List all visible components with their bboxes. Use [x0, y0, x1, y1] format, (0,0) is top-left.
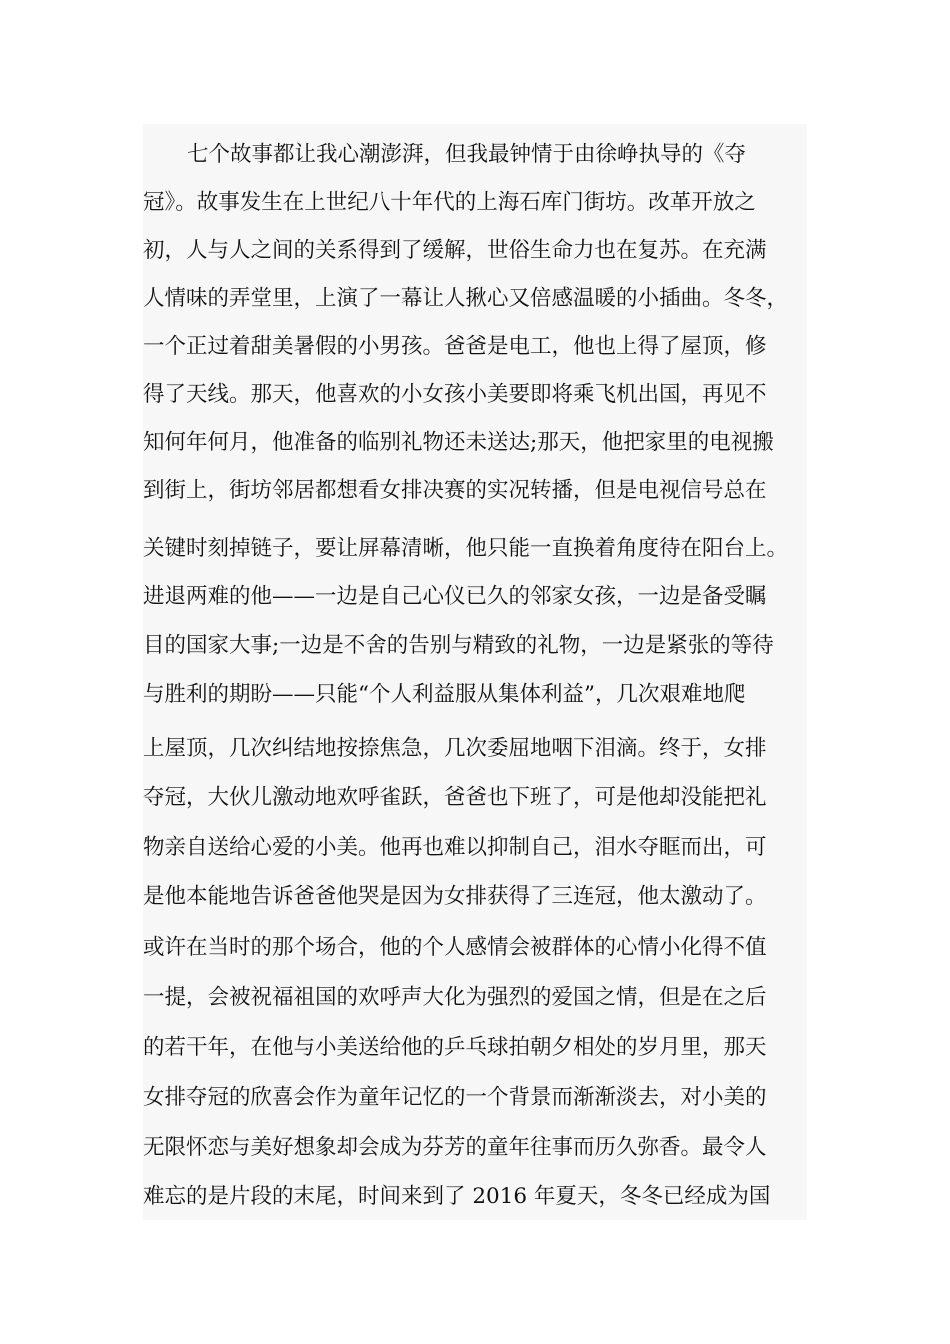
paragraph-line: 无限怀恋与美好想象却会成为芬芳的童年往事而历久弥香。最令人 [143, 1135, 767, 1160]
article-paragraph [143, 124, 807, 1220]
paragraph-line: 知何年何月，他准备的临别礼物还未送达;那天，他把家里的电视搬 [143, 430, 774, 455]
paragraph-line: 冠》。故事发生在上世纪八十年代的上海石库门街坊。改革开放之 [143, 190, 756, 215]
paragraph-line: 一提，会被祝福祖国的欢呼声大化为强烈的爱国之情，但是在之后 [143, 985, 767, 1010]
paragraph-line: 女排夺冠的欣喜会作为童年记忆的一个背景而渐渐淡去，对小美的 [143, 1085, 767, 1110]
paragraph-line: 得了天线。那天，他喜欢的小女孩小美要即将乘飞机出国，再见不 [143, 382, 767, 407]
paragraph-line: 难忘的是片段的末尾，时间来到了 2016 年夏天，冬冬已经成为国 [143, 1184, 771, 1209]
paragraph-line: 进退两难的他——一边是自己心仪已久的邻家女孩，一边是备受瞩 [143, 584, 767, 609]
paragraph-line: 上屋顶，几次纠结地按捺焦急，几次委屈地咽下泪滴。终于，女排 [143, 736, 767, 761]
paragraph-line: 或许在当时的那个场合，他的个人感情会被群体的心情小化得不值 [143, 935, 767, 960]
paragraph-line: 人情味的弄堂里，上演了一幕让人揪心又倍感温暖的小插曲。冬冬， [143, 286, 789, 311]
paragraph-line: 一个正过着甜美暑假的小男孩。爸爸是电工，他也上得了屋顶，修 [143, 334, 767, 359]
paragraph-line: 物亲自送给心爱的小美。他再也难以抑制自己，泪水夺眶而出，可 [143, 835, 767, 860]
paragraph-line: 七个故事都让我心潮澎湃，但我最钟情于由徐峥执导的《夺 [187, 142, 747, 167]
paragraph-line: 初，人与人之间的关系得到了缓解，世俗生命力也在复苏。在充满 [143, 238, 767, 263]
paragraph-line: 是他本能地告诉爸爸他哭是因为女排获得了三连冠，他太激动了。 [143, 884, 767, 909]
paragraph-line: 目的国家大事;一边是不舍的告别与精致的礼物，一边是紧张的等待 [143, 633, 774, 658]
paragraph-line: 的若干年，在他与小美送给他的乒乓球拍朝夕相处的岁月里，那天 [143, 1035, 767, 1060]
paragraph-line: 与胜利的期盼——只能“个人利益服从集体利益”，几次艰难地爬 [143, 682, 746, 707]
paragraph-line: 关键时刻掉链子，要让屏幕清晰，他只能一直换着角度待在阳台上。 [143, 536, 789, 561]
paragraph-line: 夺冠，大伙儿激动地欢呼雀跃，爸爸也下班了，可是他却没能把礼 [143, 785, 767, 810]
paragraph-line: 到街上，街坊邻居都想看女排决赛的实况转播，但是电视信号总在 [143, 478, 767, 503]
